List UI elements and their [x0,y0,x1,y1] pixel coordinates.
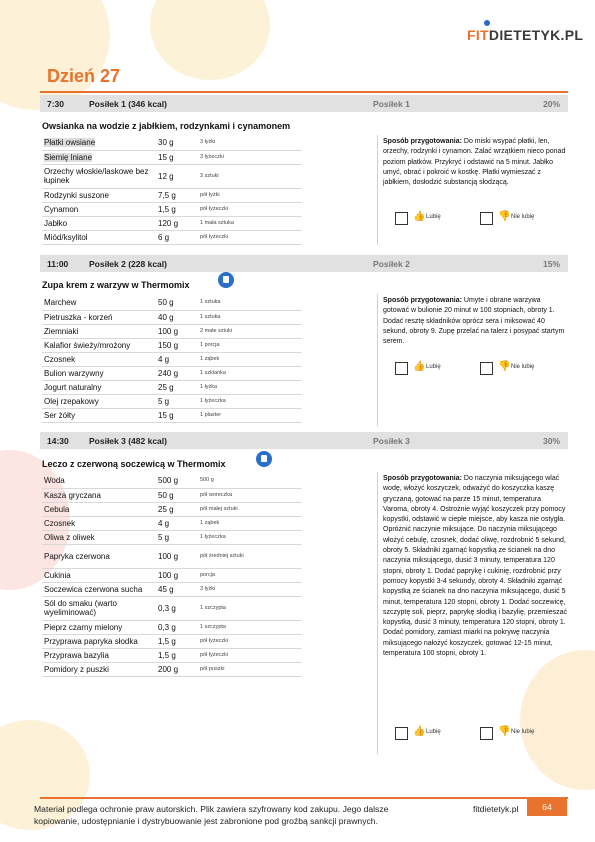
meal-name: Posiłek 2 (228 kcal) [89,259,167,269]
ingredient-qty: 120 g [156,216,198,230]
ingredient-row [42,310,302,324]
ingredient-row [42,366,302,380]
ingredient-row [42,230,302,244]
ingredient-qty: 40 g [156,310,198,324]
logo-fit: FIT [467,27,489,43]
dislike-button-3[interactable] [480,725,550,740]
ingredient-name: Czosnek [44,518,76,528]
ingredient-name: Kasza gryczana [44,490,101,500]
ingredient-qty: 5 g [156,530,198,544]
ingredient-name: Czosnek [44,354,76,364]
meal-name: Posiłek 3 (482 kcal) [89,436,167,446]
thermomix-icon [256,451,272,467]
column-divider-2 [377,294,378,426]
dislike-checkbox[interactable] [480,362,493,375]
meal-time: 7:30 [47,99,65,109]
recipe-title-2: Zupa krem z warzyw w Thermomix [42,280,190,290]
ingredient-name: Cynamon [44,204,79,214]
like-label: Lubię [426,729,441,735]
ingredient-name: Siemię lniane [44,152,93,162]
ingredient-name: Marchew [44,298,77,308]
ingredient-table-3 [42,474,302,677]
preparation-2 [383,296,568,347]
ingredient-qty: 100 g [156,324,198,338]
ingredient-name: Soczewica czerwona sucha [44,584,143,594]
ingredient-unit: pół łyżeczki [198,634,302,648]
ingredient-unit: 1 szczypta [198,620,302,634]
ingredient-row [42,408,302,422]
ingredient-unit: 3 łyżeczki [198,150,302,164]
ingredient-qty: 200 g [156,662,198,676]
ingredient-unit: 3 łyżki [198,136,302,150]
ingredient-qty: 1,5 g [156,648,198,662]
ingredient-qty: 1,5 g [156,634,198,648]
ingredient-row [42,568,302,582]
ingredient-name: Pomidory z puszki [44,664,109,674]
recipe-title-1: Owsianka na wodzie z jabłkiem, rodzynkami i cynamonem [42,121,291,131]
ingredient-row [42,352,302,366]
prep-text: Umyte i obrane warzywa gotować w bulionie 20 minut w 100 stopniach, obroty 1. Dodać resztę składników oprócz sera i miksować 40 sekund, obroty 9. Zupę przelać na talerz i posypać startym serem. [383,297,565,346]
ingredient-qty: 150 g [156,338,198,352]
dislike-label: Nie lubię [511,214,535,220]
ingredient-unit: 1 plaster [198,408,302,422]
ingredient-qty: 1,5 g [156,202,198,216]
footer-rule [40,797,568,799]
ingredient-qty: 25 g [156,502,198,516]
dislike-checkbox[interactable] [480,212,493,225]
preparation-3 [383,474,568,659]
ingredient-qty: 0,3 g [156,620,198,634]
like-label: Lubię [426,214,441,220]
meal-percent: 15% [542,259,560,269]
like-label: Lubię [426,364,441,370]
ingredient-qty: 4 g [156,352,198,366]
meal-header-2 [40,255,568,272]
ingredient-row [42,296,302,310]
meal-right-label: Posiłek 3 [373,436,410,446]
ingredient-row [42,474,302,488]
ingredient-name: Orzechy włoskie/laskowe bez łupinek [44,167,149,185]
meal-time: 11:00 [47,259,69,269]
ingredient-unit: 1 szczypta [198,596,302,620]
thumbs-up-icon: 👍 [413,211,426,222]
ingredient-row [42,488,302,502]
ingredient-name: Przyprawa bazylia [44,650,109,660]
dislike-checkbox[interactable] [480,727,493,740]
ingredient-row [42,216,302,230]
ingredient-row [42,164,302,188]
dislike-label: Nie lubię [511,364,535,370]
ingredient-row [42,502,302,516]
like-checkbox[interactable] [395,727,408,740]
ingredient-name: Olej rzepakowy [44,396,99,406]
ingredient-name: Cukinia [44,570,71,580]
dislike-label: Nie lubię [511,729,535,735]
meal-percent: 20% [542,99,560,109]
preparation-1 [383,137,568,188]
ingredient-unit: pół średniej sztuki [198,544,302,568]
prep-label: Sposób przygotowania: [383,297,462,304]
ingredient-row [42,394,302,408]
ingredient-name: Jogurt naturalny [44,382,102,392]
meal-percent: 30% [542,436,560,446]
thumbs-up-icon: 👍 [413,361,426,372]
dislike-button-2[interactable] [480,360,550,375]
ingredient-qty: 0,3 g [156,596,198,620]
like-button-3[interactable] [395,725,465,740]
ingredient-unit: 2 małe sztuki [198,324,302,338]
prep-text: Do naczynia miksującego wlać wodę, włożyć koszyczek, odważyć do koszyczka kaszę gryczaną, gotować na parze 15 minut, temperatura Varoma, obroty 4. Ostrożnie wyjąć koszyczek przy pomocy kopystki, odstawić w ciepłe miejsce, aby kasza nie ostygła. Opróżnić naczynie miksujące. Do naczynia miksującego włożyć cebulę, czosnek, dodać oliwę, rozdrobnić 5 sekund, obroty 5. Składniki zgarnąć kopystką ze ścianek na dno naczynia miksującego, dusić 3 minuty, temperatura 120 stopni, obroty 1. Dodać paprykę i cukinię, rozdrobnić przy pomocy kopystki 3-4 sekundy, obroty 4. Składniki zgarnąć kopystką ze ścianek na dno naczynia miksującego, dusić 5 minut, temperatura 120 stopni, obroty 1. Dodać soczewicę, szczyptę soli, pieprz, paprykę słodką i bazylię, przemieszać kopystką, dusić 3 minuty, temperatura 120 stopni, obroty 1. Dodać pomidory, zamiast miarki na pokrywę naczynia miksującego nałożyć koszyczek, gotować 12-15 minut, temperatura 100 stopni, obroty 1. [383,475,568,658]
ingredient-unit: pół małej sztuki [198,502,302,516]
ingredient-qty: 100 g [156,568,198,582]
ingredient-qty: 25 g [156,380,198,394]
ingredient-row [42,380,302,394]
ingredient-table-2 [42,296,302,423]
ingredient-name: Bulion warzywny [44,368,104,378]
ingredient-name: Pietruszka - korzeń [44,312,113,322]
ingredient-unit: 500 g [198,474,302,488]
prep-label: Sposób przygotowania: [383,138,462,145]
ingredient-unit: 1 ząbek [198,352,302,366]
prep-label: Sposób przygotowania: [383,475,462,482]
page-number: 64 [527,799,567,816]
ingredient-row [42,150,302,164]
ingredient-unit: 1 sztuka [198,310,302,324]
ingredient-name: Papryka czerwona [44,551,110,561]
ingredient-qty: 45 g [156,582,198,596]
ingredient-unit: pół łyżki [198,188,302,202]
footer-site-link[interactable]: fitdietetyk.pl [473,804,519,814]
ingredient-name: Płatki owsiane [44,138,96,148]
ingredient-row [42,202,302,216]
ingredient-row [42,530,302,544]
ingredient-qty: 240 g [156,366,198,380]
like-checkbox[interactable] [395,362,408,375]
ingredient-unit: 1 szklanka [198,366,302,380]
ingredient-unit: 1 sztuka [198,296,302,310]
logo-dot [484,20,490,26]
ingredient-unit: 1 porcja [198,338,302,352]
ingredient-row [42,544,302,568]
column-divider-3 [377,472,378,754]
meal-time: 14:30 [47,436,69,446]
ingredient-unit: porcja [198,568,302,582]
ingredient-qty: 15 g [156,408,198,422]
ingredient-unit: 3 łyżki [198,582,302,596]
ingredient-name: Rodzynki suszone [44,190,109,200]
ingredient-unit: pół woreczka [198,488,302,502]
ingredient-row [42,582,302,596]
like-checkbox[interactable] [395,212,408,225]
like-button-1[interactable] [395,210,465,225]
ingredient-unit: 1 ząbek [198,516,302,530]
copyright-notice: Materiał podlega ochronie praw autorskich. Plik zawiera szyfrowany kod zakupu. Jego dalsze kopiowanie, udostępnianie i dystrybuowanie jest zabronione pod groźbą sankcji prawnych. [34,804,389,826]
ingredient-name: Miód/ksylitol [44,232,88,242]
ingredient-qty: 500 g [156,474,198,488]
thermomix-icon [218,272,234,288]
ingredient-unit: pół puszki [198,662,302,676]
prep-text: Do miski wsypać płatki, len, orzechy, rodzynki i cynamon. Zalać wrzątkiem nieco ponad poziom płatków. Przykryć i odstawić na 5 minut. Jabłko umyć, obrać i pokroić w kostkę. Płatki wymieszać z jabłkiem, dosłodzić substancją słodzącą. [383,138,566,187]
ingredient-unit: 1 mała sztuka [198,216,302,230]
meal-right-label: Posiłek 1 [373,99,410,109]
ingredient-row [42,596,302,620]
ingredient-name: Sól do smaku (warto wyeliminować) [44,599,117,617]
ingredient-row [42,620,302,634]
meal-header-3 [40,432,568,449]
ingredient-name: Ziemniaki [44,326,79,336]
dislike-button-1[interactable] [480,210,550,225]
ingredient-qty: 6 g [156,230,198,244]
thumbs-down-icon: 👎 [498,726,511,737]
ingredient-name: Oliwa z oliwek [44,532,95,542]
recipe-title-3: Leczo z czerwoną soczewicą w Thermomix [42,459,226,469]
ingredient-row [42,516,302,530]
ingredient-name: Cebula [44,504,70,514]
decorative-orange-top-mid [150,0,270,80]
logo [467,27,583,43]
thumbs-down-icon: 👎 [498,211,511,222]
decorative-orange-top-left [0,0,110,110]
ingredient-qty: 12 g [156,164,198,188]
ingredient-qty: 4 g [156,516,198,530]
thumbs-down-icon: 👎 [498,361,511,372]
ingredient-row [42,188,302,202]
meal-name: Posiłek 1 (346 kcal) [89,99,167,109]
like-button-2[interactable] [395,360,465,375]
ingredient-unit: 1 łyżka [198,380,302,394]
thumbs-up-icon: 👍 [413,726,426,737]
ingredient-row [42,634,302,648]
ingredient-row [42,324,302,338]
ingredient-name: Ser żółty [44,410,76,420]
ingredient-qty: 30 g [156,136,198,150]
ingredient-qty: 50 g [156,296,198,310]
ingredient-row [42,136,302,150]
ingredient-name: Kalafior świeży/mrożony [44,340,131,350]
decorative-orange-bottom-right [520,650,595,790]
ingredient-row [42,662,302,676]
ingredient-name: Woda [44,476,65,486]
ingredient-name: Pieprz czarny mielony [44,622,123,632]
ingredient-table-1 [42,136,302,245]
ingredient-unit: 1 łyżeczka [198,530,302,544]
meal-right-label: Posiłek 2 [373,259,410,269]
logo-rest: DIETETYK.PL [488,27,584,43]
ingredient-name: Przyprawa papryka słodka [44,636,138,646]
day-title: Dzień 27 [47,66,121,86]
ingredient-unit: pół łyżeczki [198,202,302,216]
ingredient-unit: pół łyżeczki [198,230,302,244]
ingredient-row [42,338,302,352]
ingredient-qty: 50 g [156,488,198,502]
ingredient-unit: 1 łyżeczka [198,394,302,408]
ingredient-name: Jabłko [44,218,68,228]
meal-header-1 [40,95,568,112]
ingredient-qty: 100 g [156,544,198,568]
ingredient-qty: 7,5 g [156,188,198,202]
ingredient-row [42,648,302,662]
ingredient-qty: 15 g [156,150,198,164]
ingredient-unit: pół łyżeczki [198,648,302,662]
ingredient-qty: 5 g [156,394,198,408]
ingredient-unit: 3 sztuki [198,164,302,188]
column-divider-1 [377,135,378,245]
day-title-rule [40,91,568,93]
